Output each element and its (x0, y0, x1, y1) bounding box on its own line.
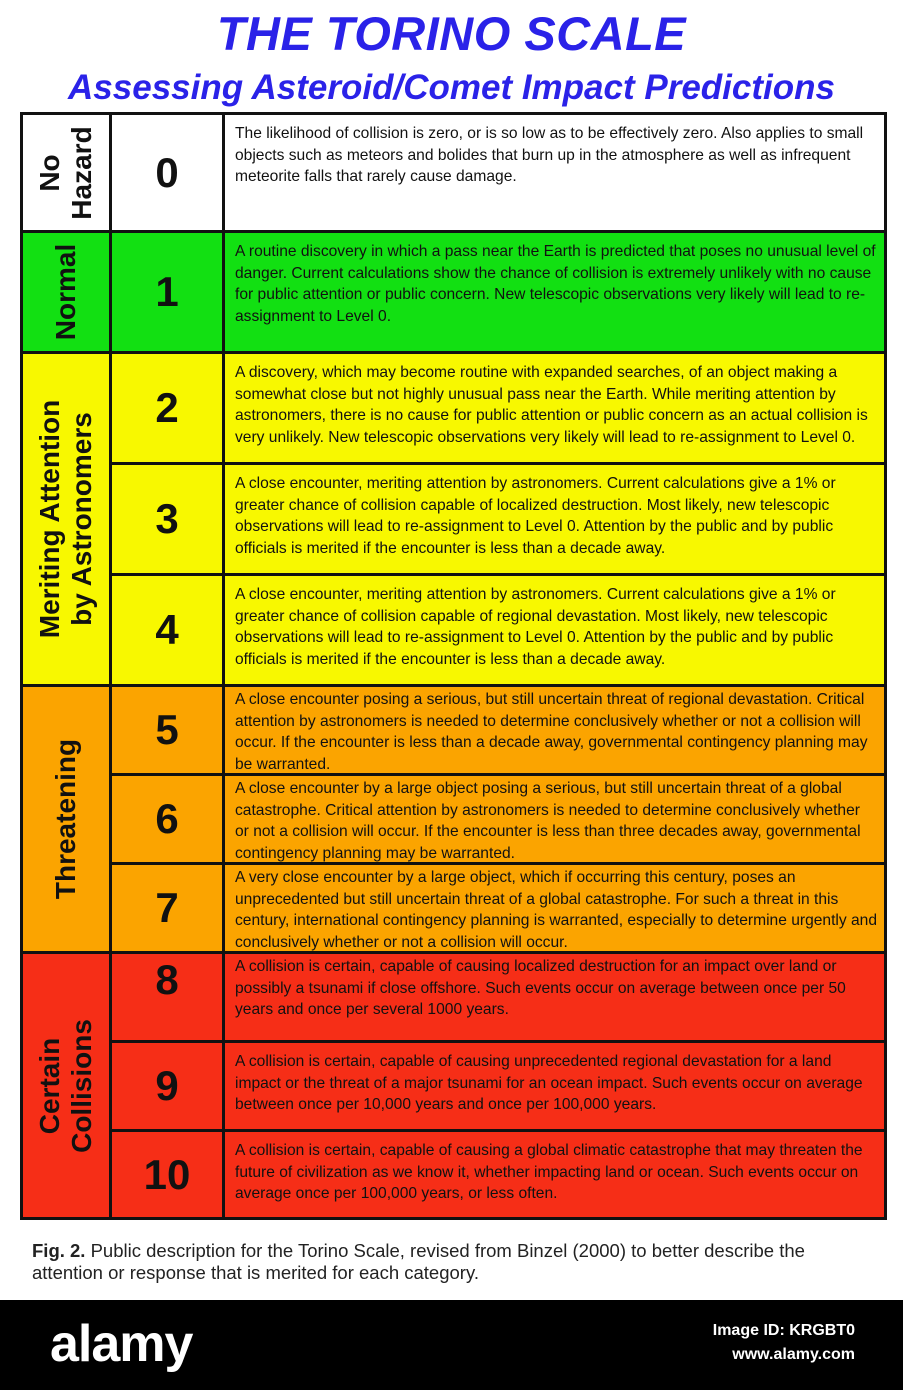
brand-logo: alamy (50, 1315, 193, 1373)
category-label: Normal (50, 243, 81, 341)
level-number-cell (109, 351, 225, 465)
level-number: 2 (155, 384, 179, 431)
level-description: A discovery, which may become routine with expanded searches, of an object making a somewhat close but not highly unusual pass near the Earth. While meriting attention by astronomers, there is no cause for public attention or public concern as an actual collision is very unlikely. New telescopic observations very likely will lead to re-assignment to Level 0. (235, 364, 868, 446)
level-description: A close encounter, meriting attention by astronomers. Current calculations give a 1% or greater chance of collision capable of localized destruction. Most likely, new telescopic observations will lead to re-assignment to Level 0. Attention by the public and by public officials is merited if the encounter is less than a decade away. (235, 475, 836, 557)
level-description: A collision is certain, capable of causing a global climatic catastrophe that may threaten the future of civilization as we know it, whether impacting land or ocean. Such events occur on average once per 100,000 years, or less often. (235, 1142, 863, 1203)
level-description-cell (222, 773, 887, 865)
page-subtitle: Assessing Asteroid/Comet Impact Predictions (68, 68, 835, 107)
category-certain (20, 951, 112, 1220)
level-number: 7 (155, 884, 179, 931)
level-number: 10 (143, 1150, 191, 1198)
level-description-cell (222, 1129, 887, 1220)
level-description-cell (222, 862, 887, 954)
category-threatening (20, 684, 112, 954)
level-description-cell (222, 684, 887, 776)
level-number-cell (109, 230, 225, 354)
category-label: Certain Collisions (34, 1018, 97, 1153)
level-number-cell (109, 573, 225, 687)
level-description: A close encounter, meriting attention by astronomers. Current calculations give a 1% or greater chance of collision capable of regional devastation. Most likely, new telescopic observations will lead to re-assignment to Level 0. Attention by the public and by public officials is merited if the encounter is less than a decade away. (235, 586, 836, 668)
caption-label: Fig. 2. (32, 1240, 86, 1261)
level-number: 5 (155, 706, 179, 753)
category-no-hazard (20, 112, 112, 233)
level-description-cell (222, 112, 887, 233)
category-label: Threatening (50, 738, 81, 900)
level-number-cell (109, 462, 225, 576)
level-number-cell (109, 951, 225, 1043)
level-description: A very close encounter by a large object, which if occurring this century, poses an unprecedented but still uncertain threat of a global catastrophe. For such a threat in this century, international contingency planning is warranted, especially to determine urgently and conclusively whether or not a collision will occur. (235, 869, 878, 951)
level-number: 0 (155, 148, 179, 196)
level-description: A close encounter by a large object posing a serious, but still uncertain threat of a global catastrophe. Critical attention by astronomers is needed to determine conclusively whether or not a collision will occur. If the encounter is less than three decades away, governmental contingency planning may be warranted. (235, 780, 861, 862)
category-label: No Hazard (34, 125, 97, 220)
level-description-cell (222, 573, 887, 687)
footer-url: www.alamy.com (732, 1346, 855, 1363)
level-number: 9 (155, 1062, 179, 1109)
caption-text: Public description for the Torino Scale, revised from Binzel (2000) to better describe the attention or response that is merited for each category. (32, 1240, 805, 1283)
level-description-cell (222, 1040, 887, 1132)
level-description-cell (222, 230, 887, 354)
level-number-cell (109, 684, 225, 776)
level-number-cell (109, 1040, 225, 1132)
level-number: 1 (155, 268, 179, 315)
category-meriting (20, 351, 112, 687)
level-description: A routine discovery in which a pass near the Earth is predicted that poses no unusual level of danger. Current calculations show the chance of collision is extremely unlikely with no cause for public attention or public concern. New telescopic observations very likely will lead to re-assignment to Level 0. (235, 243, 876, 325)
torino-scale-table (20, 112, 887, 1220)
level-number-cell (109, 112, 225, 233)
figure-caption (32, 1240, 872, 1284)
category-label: Meriting Attention by Astronomers (34, 399, 97, 639)
image-id: Image ID: KRGBT0 (712, 1322, 855, 1339)
level-description-cell (222, 351, 887, 465)
level-description-cell (222, 462, 887, 576)
level-description: A collision is certain, capable of causing unprecedented regional devastation for a land impact or the threat of a major tsunami for an ocean impact. Such events occur on average between once per 10,000 years and once per 100,000 years. (235, 1053, 863, 1114)
level-description-cell (222, 951, 887, 1043)
level-number: 8 (155, 955, 179, 1003)
level-number: 4 (155, 606, 179, 653)
level-description: A close encounter posing a serious, but still uncertain threat of regional devastation. Critical attention by astronomers is needed to determine conclusively whether or not a collision will occur. If the encounter is less than a decade away, governmental contingency planning may be warranted. (235, 691, 868, 773)
level-number: 6 (155, 795, 179, 842)
category-normal (20, 230, 112, 354)
level-number-cell (109, 1129, 225, 1220)
level-number: 3 (155, 495, 179, 542)
level-number-cell (109, 773, 225, 865)
level-description: The likelihood of collision is zero, or is so low as to be effectively zero. Also applies to small objects such as meteors and bolides that burn up in the atmosphere as well as infrequent meteorite falls that rarely cause damage. (235, 125, 864, 186)
watermark-footer (0, 1300, 903, 1390)
page-title: THE TORINO SCALE (216, 7, 687, 60)
level-description: A collision is certain, capable of causing localized destruction for an impact over land or possibly a tsunami if close offshore. Such events occur on average between once per 50 years and once per several 1000 years. (235, 958, 846, 1019)
level-number-cell (109, 862, 225, 954)
